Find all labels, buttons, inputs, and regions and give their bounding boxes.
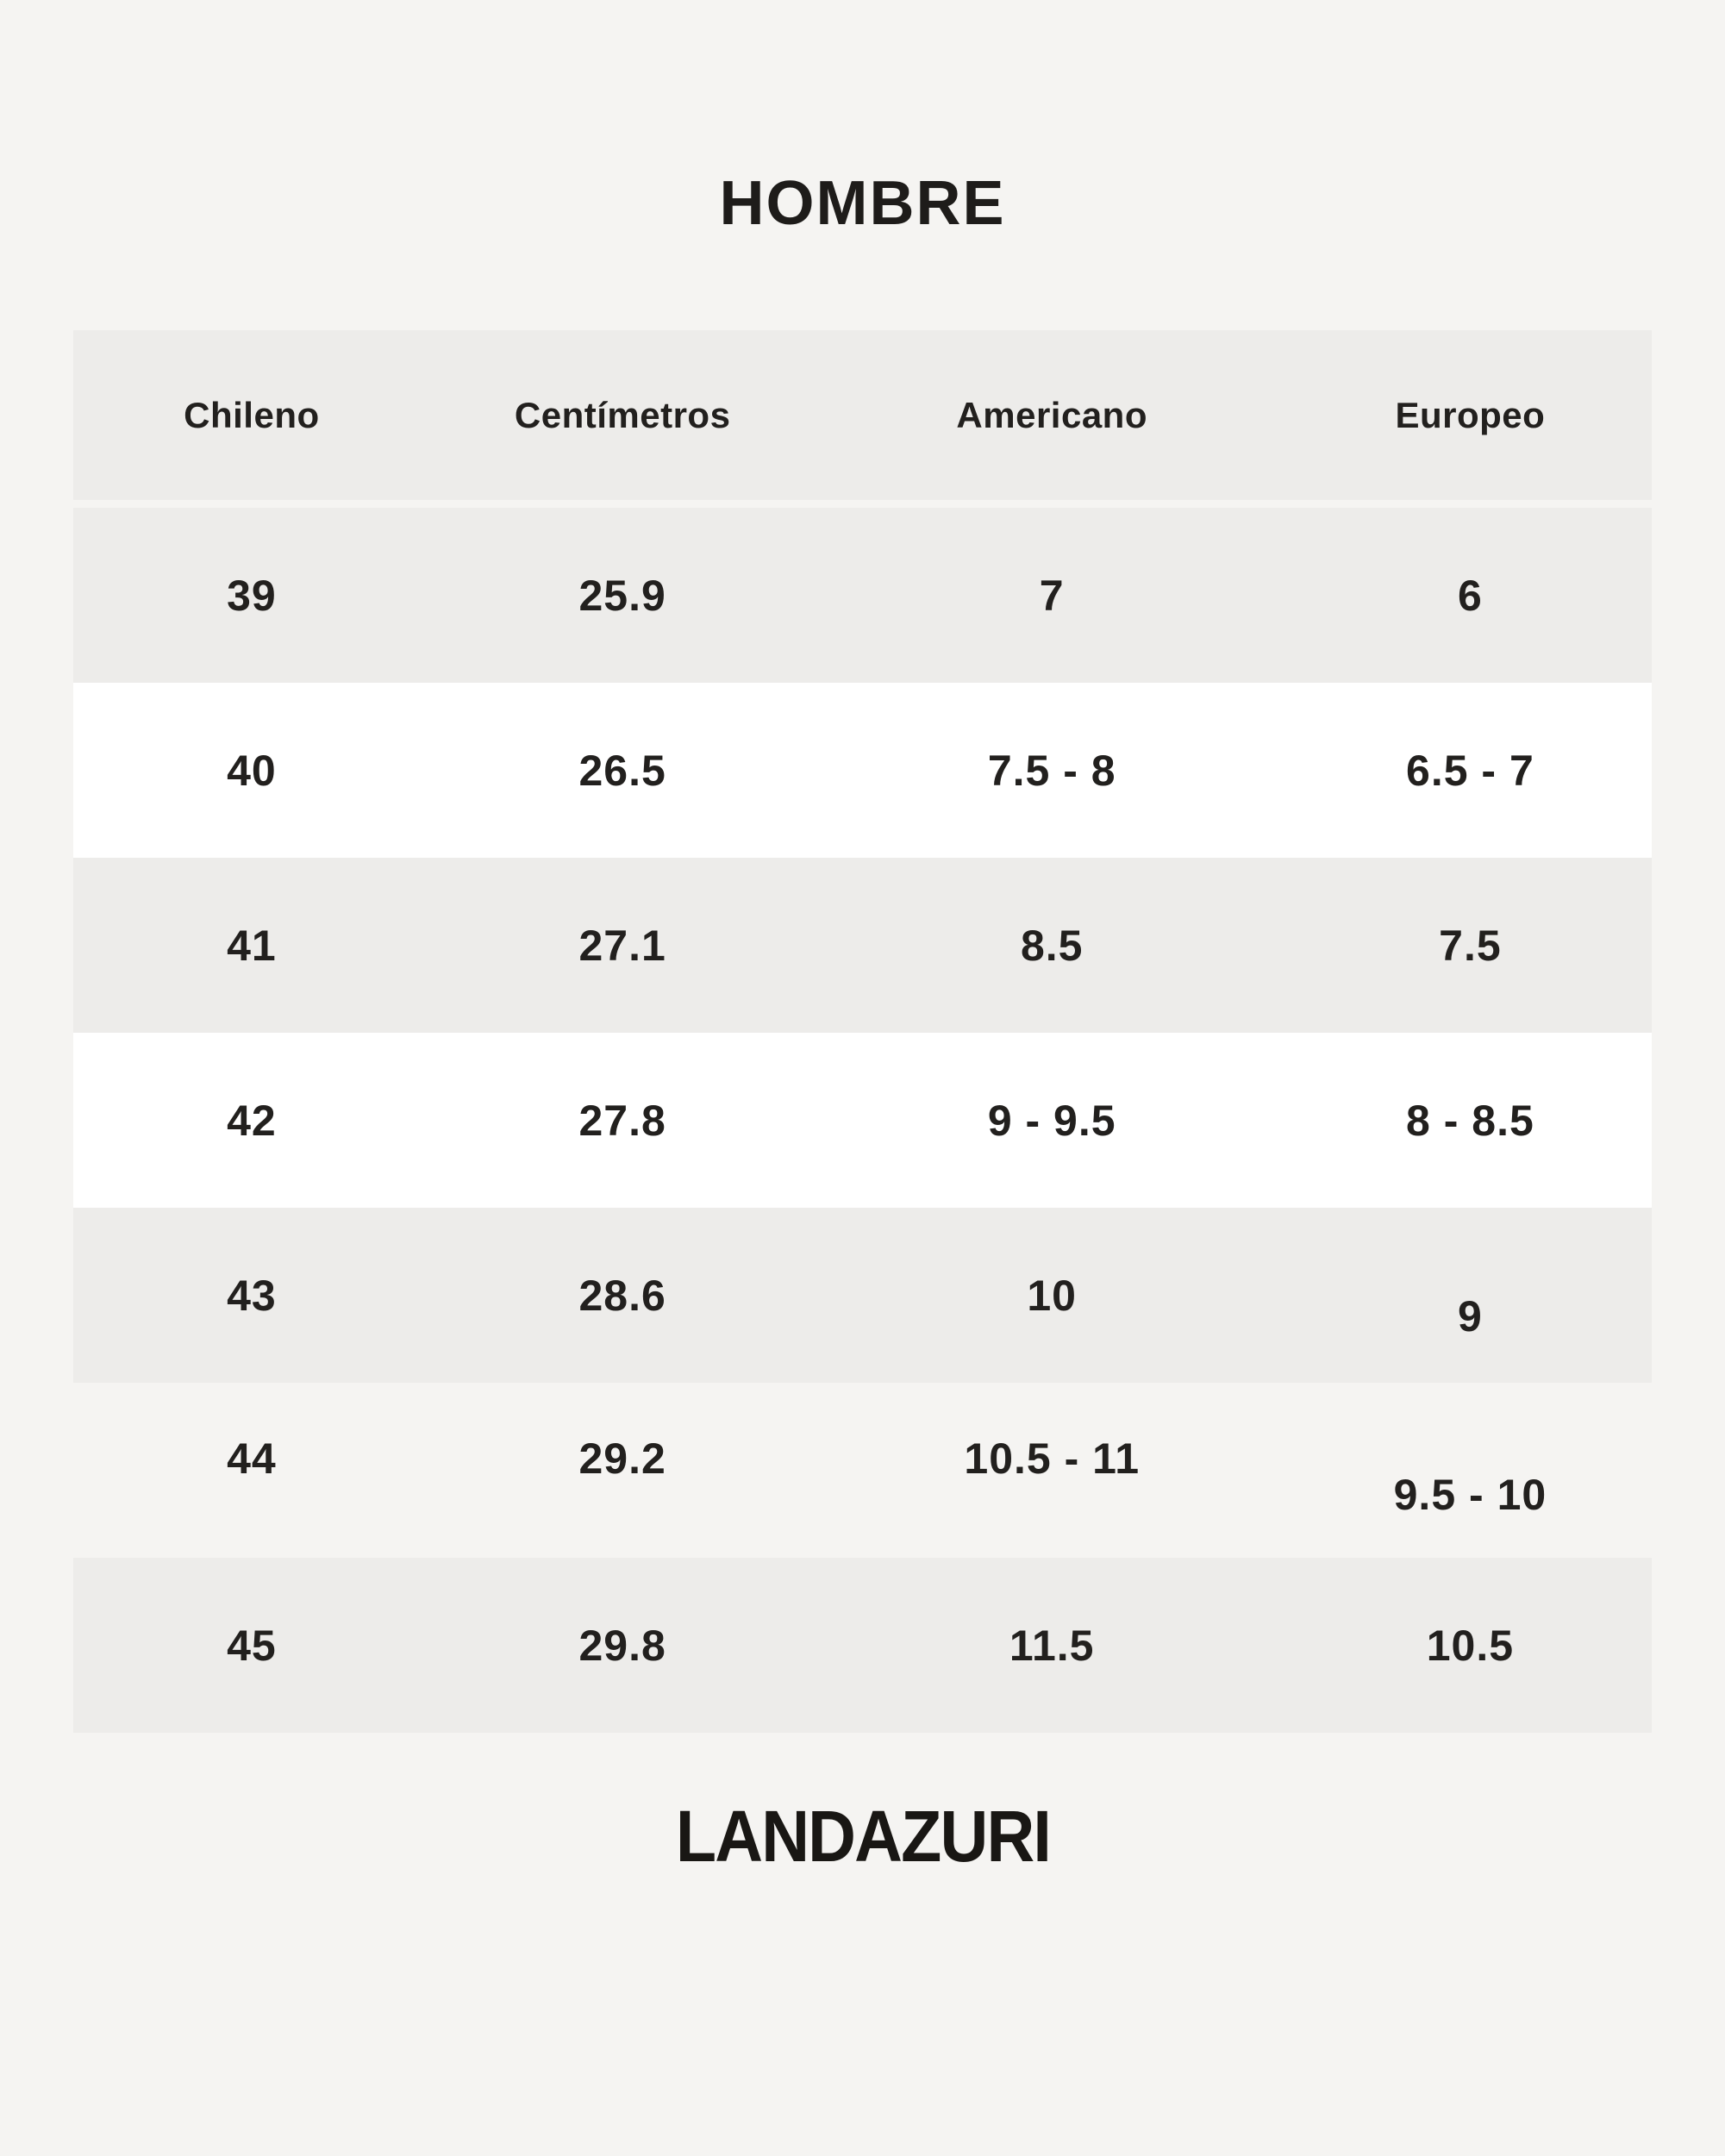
size-value: 6.5 - 7 <box>1406 746 1534 795</box>
table-row <box>73 1033 1652 1208</box>
size-cell-americano <box>816 1621 1289 1670</box>
size-cell-chileno <box>73 921 430 970</box>
size-value: 28.6 <box>578 1271 666 1320</box>
size-value: 7 <box>1039 571 1065 620</box>
brand-wordmark <box>0 1796 1725 1877</box>
size-cell-chileno <box>73 746 430 795</box>
size-cell-europeo <box>1289 1096 1652 1145</box>
size-value: 6 <box>1458 571 1483 620</box>
size-cell-europeo <box>1289 746 1652 795</box>
brand-wordmark-text: LANDAZURI <box>675 1796 1050 1877</box>
size-cell-chileno <box>73 1434 430 1492</box>
size-cell-americano <box>816 1271 1289 1320</box>
size-cell-americano <box>816 921 1289 970</box>
size-cell-europeo <box>1289 571 1652 620</box>
size-value: 42 <box>227 1096 277 1145</box>
size-value: 7.5 <box>1439 921 1502 970</box>
size-value: 10.5 <box>1426 1621 1515 1670</box>
size-cell-centimetros <box>430 1096 816 1145</box>
size-value: 7.5 - 8 <box>987 746 1116 795</box>
size-value: 10.5 - 11 <box>964 1434 1140 1483</box>
size-value: 9 - 9.5 <box>987 1096 1116 1145</box>
size-cell-europeo <box>1289 1274 1652 1340</box>
size-value: 43 <box>227 1271 277 1320</box>
table-row <box>73 1208 1652 1383</box>
size-cell-europeo <box>1289 1621 1652 1670</box>
header-cell-americano: Americano <box>956 394 1147 435</box>
size-cell-centimetros <box>430 1621 816 1670</box>
size-cell-chileno <box>73 1271 430 1320</box>
size-cell-europeo <box>1289 1449 1652 1519</box>
size-value: 40 <box>227 746 277 795</box>
size-value: 27.8 <box>578 1096 666 1145</box>
size-cell-chileno <box>73 571 430 620</box>
size-value: 9 <box>1458 1291 1483 1340</box>
size-cell-americano <box>816 746 1289 795</box>
size-cell-americano <box>816 571 1289 620</box>
size-cell-centimetros <box>430 571 816 620</box>
size-value: 11.5 <box>1009 1621 1095 1670</box>
header-cell-chileno: Chileno <box>184 394 320 435</box>
size-cell-europeo <box>1289 921 1652 970</box>
size-value: 9.5 - 10 <box>1393 1470 1547 1519</box>
size-value: 29.2 <box>578 1434 666 1483</box>
size-value: 29.8 <box>578 1621 666 1670</box>
table-row <box>73 1558 1652 1733</box>
table-header-row <box>73 330 1652 500</box>
page-title: HOMBRE <box>719 169 1006 238</box>
table-row <box>73 858 1652 1033</box>
size-value: 25.9 <box>578 571 666 620</box>
size-value: 26.5 <box>578 746 666 795</box>
size-cell-americano <box>816 1096 1289 1145</box>
table-row <box>73 508 1652 683</box>
size-table <box>73 330 1652 1733</box>
size-value: 41 <box>227 921 277 970</box>
size-cell-americano <box>816 1434 1289 1492</box>
size-value: 10 <box>1027 1271 1077 1320</box>
size-cell-centimetros <box>430 1434 816 1492</box>
size-value: 44 <box>227 1434 277 1483</box>
size-cell-centimetros <box>430 921 816 970</box>
size-value: 8 - 8.5 <box>1406 1096 1534 1145</box>
size-value: 27.1 <box>578 921 666 970</box>
size-cell-centimetros <box>430 746 816 795</box>
size-cell-centimetros <box>430 1271 816 1320</box>
table-row <box>73 1383 1652 1558</box>
table-row <box>73 683 1652 858</box>
header-cell-europeo: Europeo <box>1395 394 1546 435</box>
size-cell-chileno <box>73 1096 430 1145</box>
header-cell-centimetros: Centímetros <box>514 394 731 435</box>
size-value: 39 <box>227 571 277 620</box>
size-value: 45 <box>227 1621 277 1670</box>
size-value: 8.5 <box>1020 921 1084 970</box>
size-cell-chileno <box>73 1621 430 1670</box>
